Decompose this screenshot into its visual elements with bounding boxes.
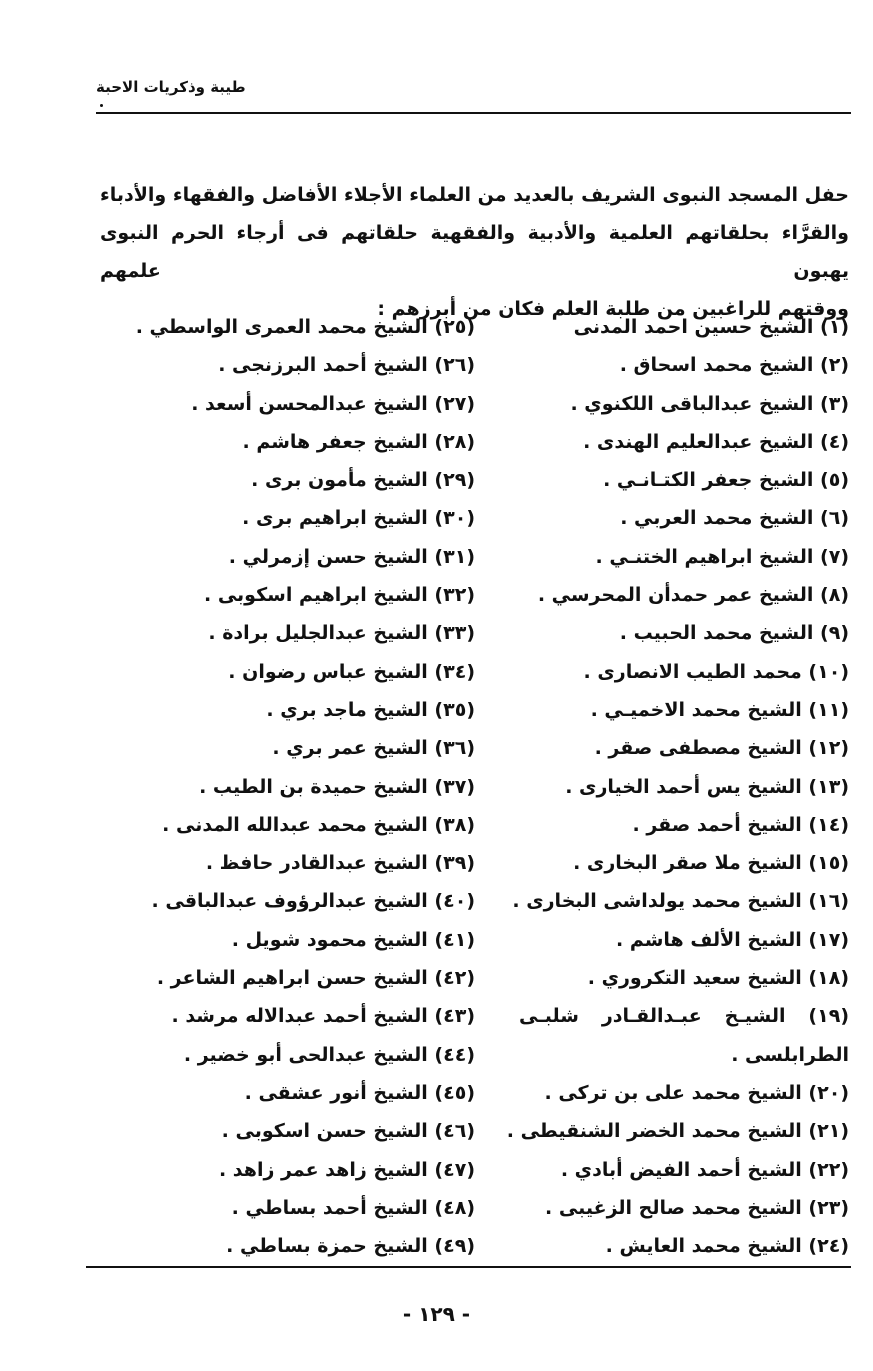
list-item: (٧) الشيخ ابراهيم الختنـي .	[595, 545, 849, 568]
list-item: (٤٠) الشيخ عبدالرؤوف عبدالباقى .	[151, 890, 475, 913]
running-title: طيبة وذكريات الاحبة	[96, 78, 246, 96]
list-item: (٤٥) الشيخ أنور عشقى .	[244, 1081, 475, 1104]
list-item: (١٩) الشيـخ عبـدالقـادر شلبـى	[519, 1005, 849, 1028]
list-item: (٥) الشيخ جعفر الكتـانـي .	[603, 469, 849, 492]
list-item: (٦) الشيخ محمد العربي .	[620, 507, 849, 530]
header-rule	[96, 112, 851, 114]
list-item: (٣٢) الشيخ ابراهيم اسكوبى .	[203, 584, 475, 607]
list-item: (٤٦) الشيخ حسن اسكوبى .	[221, 1120, 475, 1143]
intro-paragraph	[100, 176, 849, 328]
list-item: (٢٩) الشيخ مأمون برى .	[251, 469, 475, 492]
list-item: (٤) الشيخ عبدالعليم الهندى .	[583, 430, 849, 453]
list-item: (١١) الشيخ محمد الاخميـي .	[590, 698, 849, 721]
list-item: (٢٨) الشيخ جعفر هاشم .	[242, 430, 475, 453]
scholars-list-left	[135, 310, 475, 1267]
list-item: (٢٧) الشيخ عبدالمحسن أسعد .	[191, 392, 475, 415]
list-item: (٣١) الشيخ حسن إزمرلي .	[228, 545, 475, 568]
list-item: (١٥) الشيخ ملا صقر البخارى .	[573, 852, 849, 875]
list-item-continuation: الطرابلسى .	[731, 1043, 849, 1066]
list-item: (١٢) الشيخ مصطفى صقر .	[594, 737, 849, 760]
list-item: (٤١) الشيخ محمود شويل .	[231, 928, 475, 951]
page-number: - ١٢٩ -	[402, 1302, 471, 1326]
list-item: (٤٨) الشيخ أحمد بساطي .	[231, 1196, 475, 1219]
list-item: (٩) الشيخ محمد الحبيب .	[619, 622, 849, 645]
list-item: (٣) الشيخ عبدالباقى اللكنوي .	[570, 392, 849, 415]
list-item: (٣٠) الشيخ ابراهيم برى .	[242, 507, 475, 530]
list-item: (١٨) الشيخ سعيد التكروري .	[587, 967, 849, 990]
footer-rule	[86, 1266, 851, 1268]
list-item: (٢٤) الشيخ محمد العايش .	[605, 1235, 849, 1258]
list-item: (٤٤) الشيخ عبدالحى أبو خضير .	[183, 1043, 475, 1066]
list-item: (٢١) الشيخ محمد الخضر الشنقيطى .	[506, 1120, 849, 1143]
header-dot	[100, 104, 103, 107]
list-item: (٢٦) الشيخ أحمد البرزنجى .	[218, 354, 475, 377]
list-item: (٢٠) الشيخ محمد على بن تركى .	[544, 1081, 849, 1104]
scholars-list-right	[506, 310, 849, 1267]
list-item: (٢) الشيخ محمد اسحاق .	[619, 354, 849, 377]
list-item: (٣٧) الشيخ حميدة بن الطيب .	[199, 775, 475, 798]
intro-line: حفل المسجد النبوى الشريف بالعديد من العلماء الأجلاء الأفاضل والفقهاء والأدباء	[100, 184, 849, 206]
list-item: (٣٤) الشيخ عباس رضوان .	[228, 660, 475, 683]
list-item: (٤٧) الشيخ زاهد عمر زاهد .	[218, 1158, 475, 1181]
list-item: (١٣) الشيخ يس أحمد الخيارى .	[565, 775, 849, 798]
list-item: (٨) الشيخ عمر حمدأن المحرسي .	[537, 584, 849, 607]
list-item: (٢٣) الشيخ محمد صالح الزغيبى .	[545, 1196, 849, 1219]
list-item: (٤٩) الشيخ حمزة بساطي .	[226, 1235, 475, 1258]
list-item: (١) الشيخ حسين احمد المدنى	[573, 316, 849, 338]
list-item: (١٧) الشيخ الألف هاشم .	[616, 928, 849, 951]
list-item: (٤٣) الشيخ أحمد عبدالاله مرشد .	[171, 1005, 475, 1028]
list-item: (١٦) الشيخ محمد يولداشى البخارى .	[512, 890, 849, 913]
list-item: (١٤) الشيخ أحمد صقر .	[632, 813, 849, 836]
list-item: (٣٨) الشيخ محمد عبدالله المدنى .	[162, 813, 475, 836]
intro-line: والقرَّاء بحلقاتهم العلمية والأدبية والفقهية حلقاتهم فى أرجاء الحرم النبوى يهبون علمهم	[100, 222, 849, 282]
list-item: (٣٩) الشيخ عبدالقادر حافظ .	[205, 852, 475, 875]
list-item: (٣٣) الشيخ عبدالجليل برادة .	[208, 622, 475, 645]
intro-line: ووقتهم للراغبين من طلبة العلم فكان من أبرزهم :	[377, 298, 849, 320]
list-item: (٣٥) الشيخ ماجد بري .	[266, 698, 475, 721]
list-item: (٣٦) الشيخ عمر بري .	[272, 737, 475, 760]
list-item: (٢٥) الشيخ محمد العمرى الواسطي .	[135, 316, 475, 338]
list-item: (١٠) محمد الطيب الانصارى .	[583, 660, 849, 683]
list-item: (٤٢) الشيخ حسن ابراهيم الشاعر .	[156, 967, 475, 990]
list-item: (٢٢) الشيخ أحمد الفيض أبادي .	[560, 1158, 849, 1181]
